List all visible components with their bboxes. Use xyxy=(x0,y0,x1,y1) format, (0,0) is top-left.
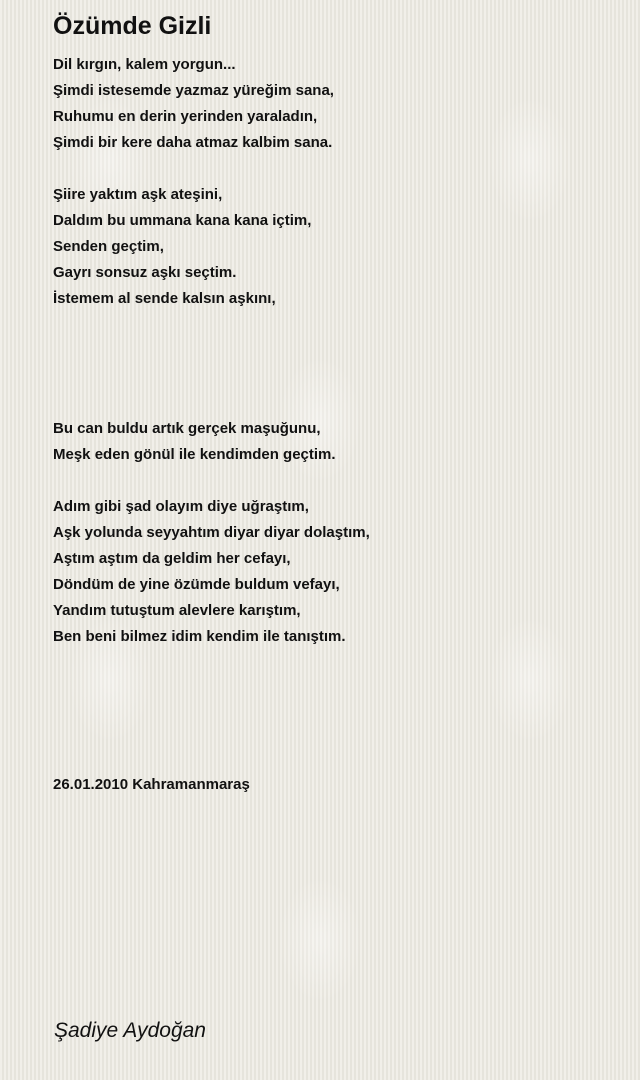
poem-line: Şimdi bir kere daha atmaz kalbim sana. xyxy=(53,134,333,151)
poem-line: Aşk yolunda seyyahtım diyar diyar dolaştım, xyxy=(53,524,370,541)
stanza-gap xyxy=(53,338,613,364)
poem-line: Döndüm de yine özümde buldum vefayı, xyxy=(53,576,340,593)
poem-line: Yandım tutuştum alevlere karıştım, xyxy=(53,602,301,619)
poem-line: Ruhumu en derin yerinden yaraladın, xyxy=(53,108,318,125)
stanza-1 xyxy=(53,52,613,156)
poem-line: Daldım bu ummana kana kana içtim, xyxy=(53,212,312,229)
poem-line: Ben beni bilmez idim kendim ile tanıştım. xyxy=(53,628,346,645)
poem-line: Senden geçtim, xyxy=(53,238,164,255)
stanza-gap xyxy=(53,390,613,416)
poem-line: Meşk eden gönül ile kendimden geçtim. xyxy=(53,446,336,463)
stanza-3 xyxy=(53,416,613,468)
poem-line: Bu can buldu artık gerçek maşuğunu, xyxy=(53,420,321,437)
stanza-4 xyxy=(53,494,613,650)
poem-line: İstemem al sende kalsın aşkını, xyxy=(53,290,276,307)
stanza-gap xyxy=(53,156,613,182)
poem-line: Şimdi istesemde yazmaz yüreğim sana, xyxy=(53,82,334,99)
author-name: Şadiye Aydoğan xyxy=(54,1019,206,1042)
poem-title: Özümde Gizli xyxy=(53,12,212,40)
poem-body xyxy=(53,52,613,650)
stanza-gap xyxy=(53,364,613,390)
stanza-gap xyxy=(53,468,613,494)
poem-line: Dil kırgın, kalem yorgun... xyxy=(53,56,236,73)
poem-line: Adım gibi şad olayım diye uğraştım, xyxy=(53,498,309,515)
poem-line: Aştım aştım da geldim her cefayı, xyxy=(53,550,291,567)
poem-line: Şiire yaktım aşk ateşini, xyxy=(53,186,223,203)
date-place: 26.01.2010 Kahramanmaraş xyxy=(53,776,250,793)
stanza-2 xyxy=(53,182,613,312)
stanza-gap xyxy=(53,312,613,338)
poem-line: Gayrı sonsuz aşkı seçtim. xyxy=(53,264,237,281)
